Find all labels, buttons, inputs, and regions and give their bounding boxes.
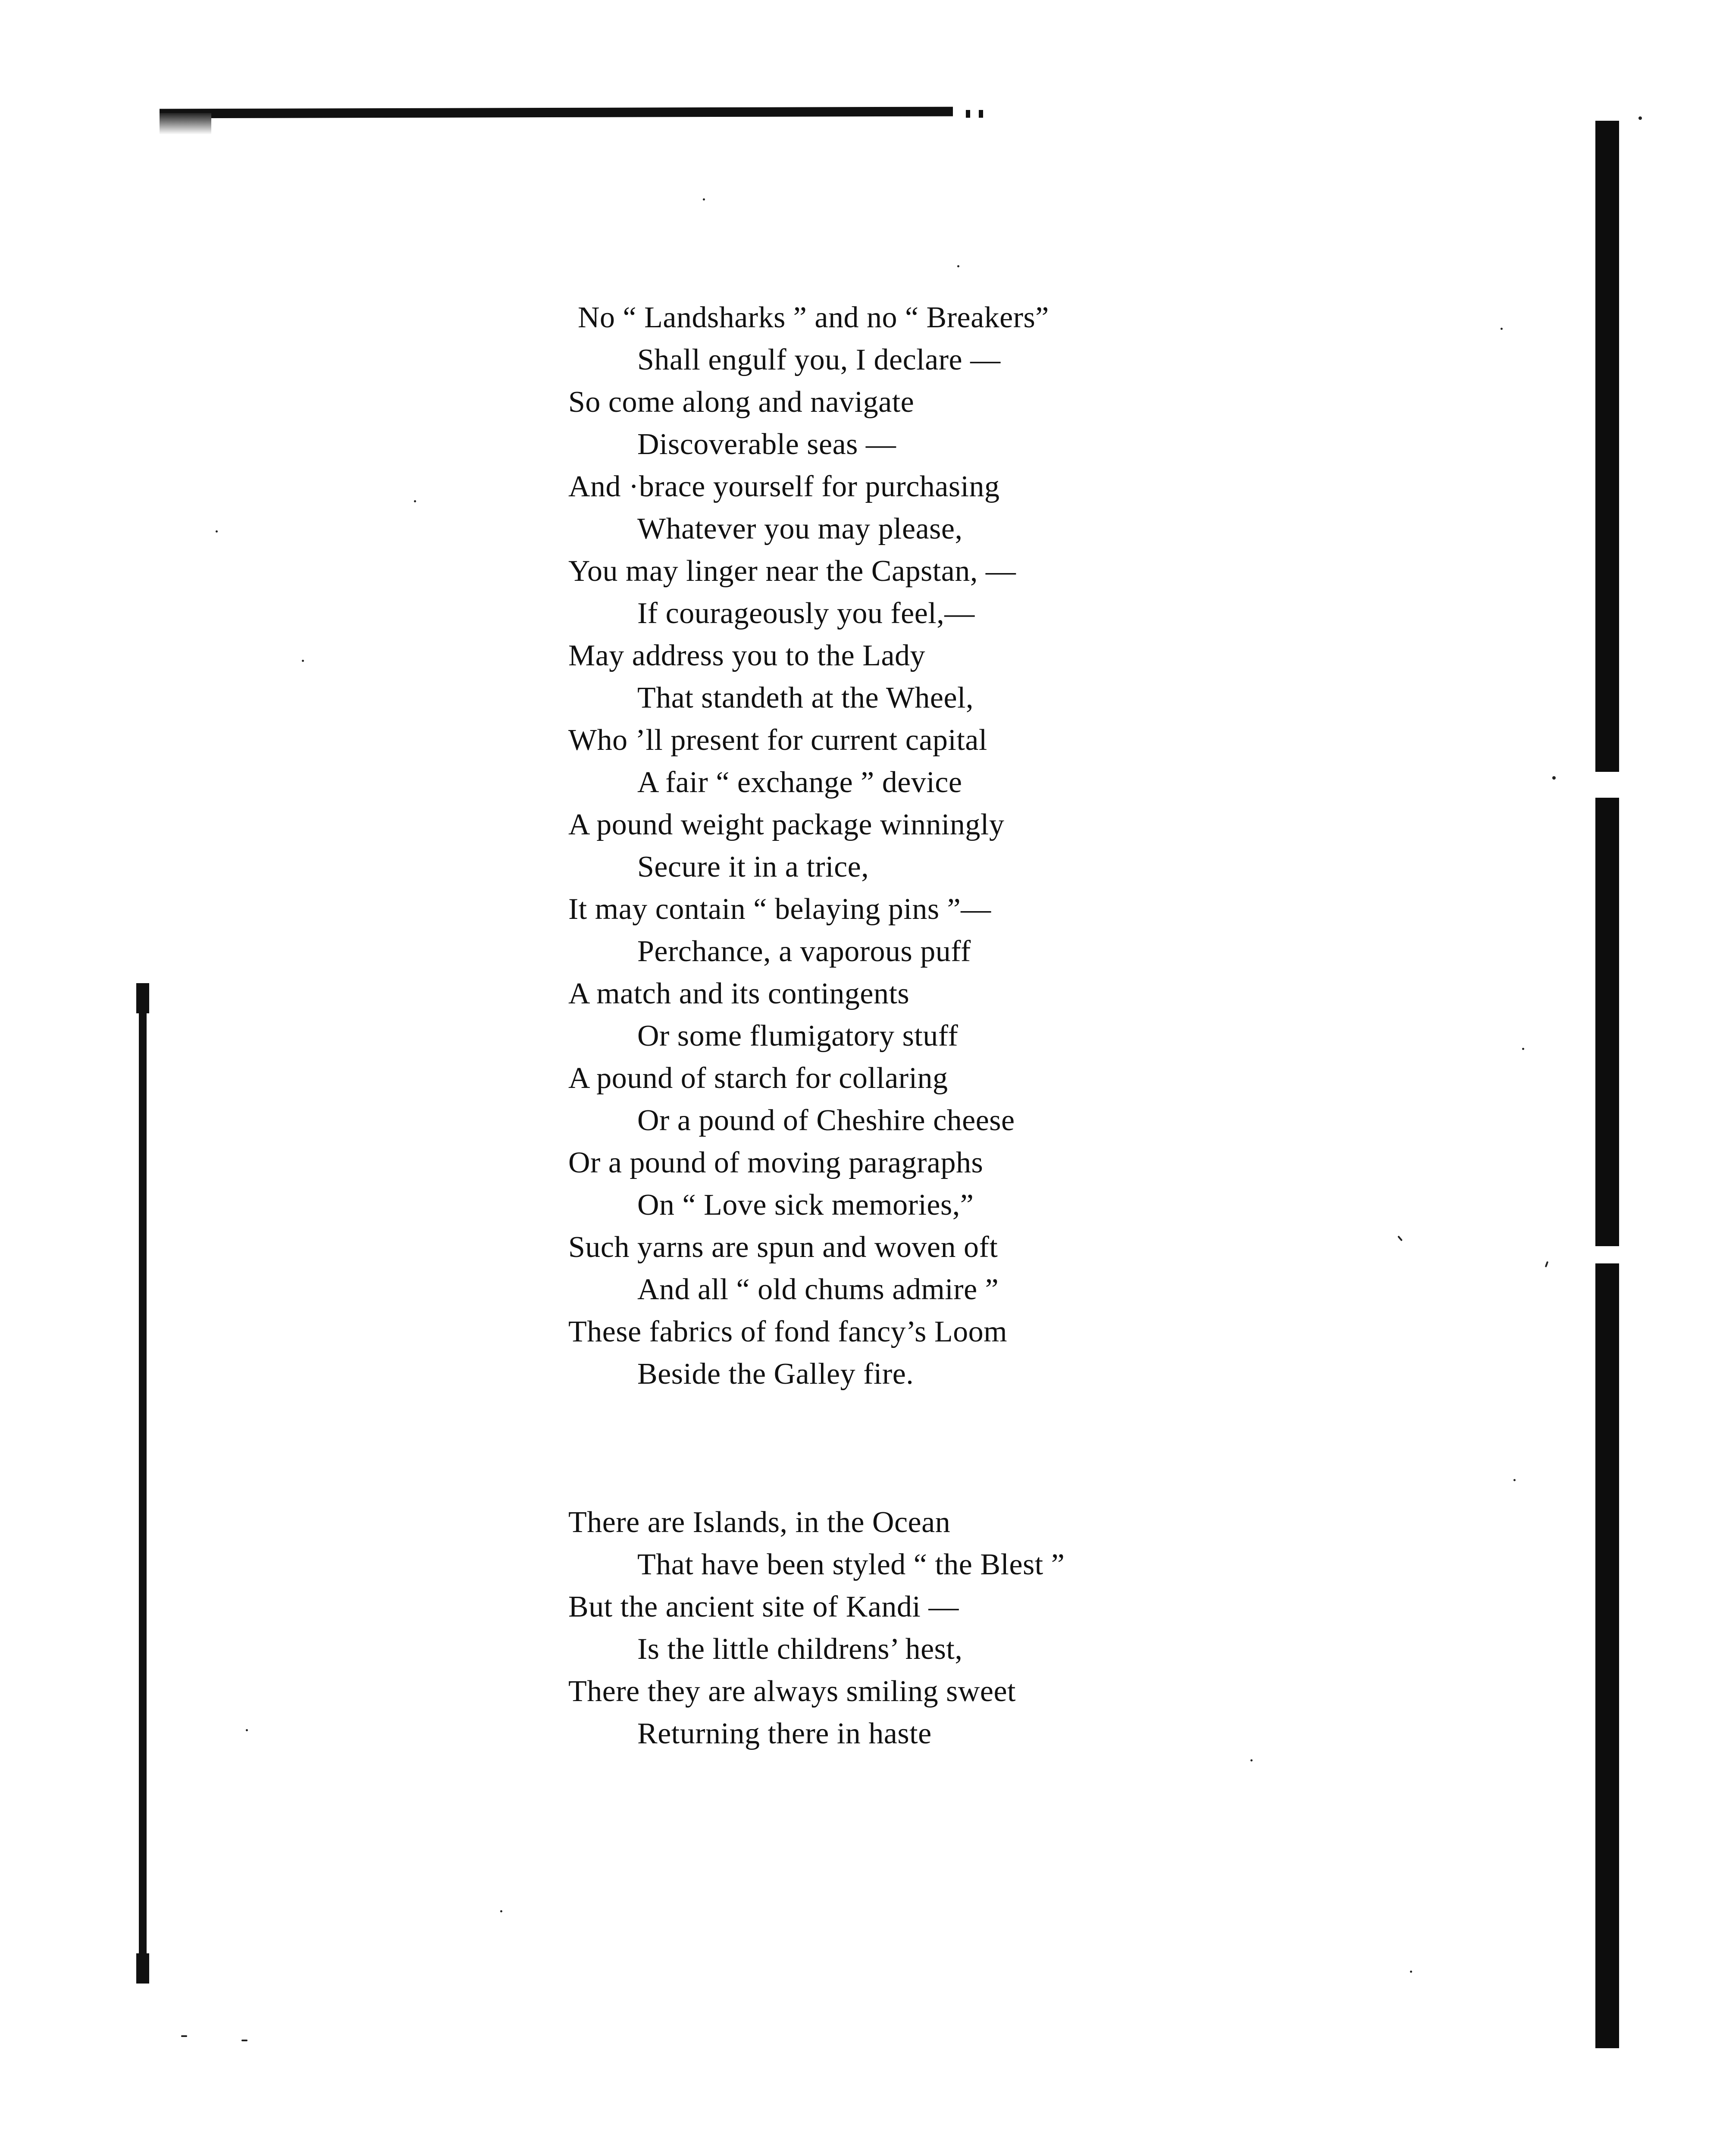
poem-line: These fabrics of fond fancy’s Loom <box>568 1315 1008 1348</box>
scan-speck <box>1545 1261 1549 1268</box>
left-edge-bar-cap <box>136 1953 149 1984</box>
poem-line: On “ Love sick memories,” <box>637 1188 974 1222</box>
right-edge-bar-gap <box>1593 772 1621 798</box>
poem-line: That standeth at the Wheel, <box>637 681 974 714</box>
top-rule <box>160 107 953 119</box>
scan-speck <box>241 2040 247 2041</box>
poem-line: Discoverable seas — <box>637 428 896 461</box>
poem-line: A pound of starch for collaring <box>568 1062 948 1095</box>
poem-line: Secure it in a trice, <box>637 850 869 884</box>
scan-speck <box>500 1910 502 1912</box>
poem-line: Or a pound of moving paragraphs <box>568 1146 984 1179</box>
poem-line: It may contain “ belaying pins ”— <box>568 893 991 926</box>
scan-speck <box>1250 1759 1253 1761</box>
top-rule-smudge <box>160 113 211 135</box>
left-edge-bar-cap <box>136 983 149 1013</box>
poem-line: There are Islands, in the Ocean <box>568 1506 951 1539</box>
scan-speck <box>1501 328 1503 330</box>
poem-line: A fair “ exchange ” device <box>637 766 962 799</box>
poem-line: Whatever you may please, <box>637 512 963 545</box>
scan-speck <box>414 500 416 502</box>
scan-speck <box>1397 1235 1403 1241</box>
poem-line: Or some flumigatory stuff <box>637 1019 959 1053</box>
left-edge-bar <box>139 983 147 1984</box>
poem-line: A pound weight package winningly <box>568 808 1005 841</box>
poem-line: Or a pound of Cheshire cheese <box>637 1104 1015 1137</box>
top-rule-dot <box>966 110 970 118</box>
right-edge-bar <box>1595 121 1619 2048</box>
poem-line: There they are always smiling sweet <box>568 1675 1016 1708</box>
right-edge-bar-gap <box>1593 1246 1621 1263</box>
scan-speck <box>302 660 304 662</box>
poem-line: So come along and navigate <box>568 385 915 419</box>
poem-line: If courageously you feel,— <box>637 597 975 630</box>
poem-line: No “ Landsharks ” and no “ Breakers” <box>578 301 1049 334</box>
poem-line: A match and its contingents <box>568 977 910 1010</box>
poem-line: That have been styled “ the Blest ” <box>637 1548 1065 1581</box>
poem-line: And all “ old chums admire ” <box>637 1273 999 1306</box>
scan-speck <box>1513 1479 1516 1481</box>
scan-speck <box>216 530 218 533</box>
poem-line: And ·brace yourself for purchasing <box>568 470 1000 503</box>
poem-line: Who ’ll present for current capital <box>568 724 987 757</box>
scan-speck <box>957 265 959 267</box>
poem-line: But the ancient site of Kandi — <box>568 1590 959 1623</box>
poem-line: Returning there in haste <box>637 1717 932 1750</box>
scan-speck <box>1522 1048 1524 1050</box>
scan-speck <box>181 2035 187 2037</box>
poem-line: Is the little childrens’ hest, <box>637 1633 963 1666</box>
poem-line: Beside the Galley fire. <box>637 1357 914 1391</box>
poem-line: You may linger near the Capstan, — <box>568 555 1016 588</box>
poem-stanza-1 <box>568 297 1049 1395</box>
scan-speck <box>1552 776 1556 780</box>
poem-line: Such yarns are spun and woven oft <box>568 1231 998 1264</box>
scan-speck <box>246 1729 248 1731</box>
poem-stanza-2 <box>568 1501 1065 1755</box>
scan-speck <box>1410 1971 1412 1973</box>
scan-speck <box>1638 116 1642 120</box>
poem-line: May address you to the Lady <box>568 639 926 672</box>
poem-line: Perchance, a vaporous puff <box>637 935 971 968</box>
scan-speck <box>703 198 705 201</box>
top-rule-dot <box>979 110 983 118</box>
poem-line: Shall engulf you, I declare — <box>637 343 1001 376</box>
